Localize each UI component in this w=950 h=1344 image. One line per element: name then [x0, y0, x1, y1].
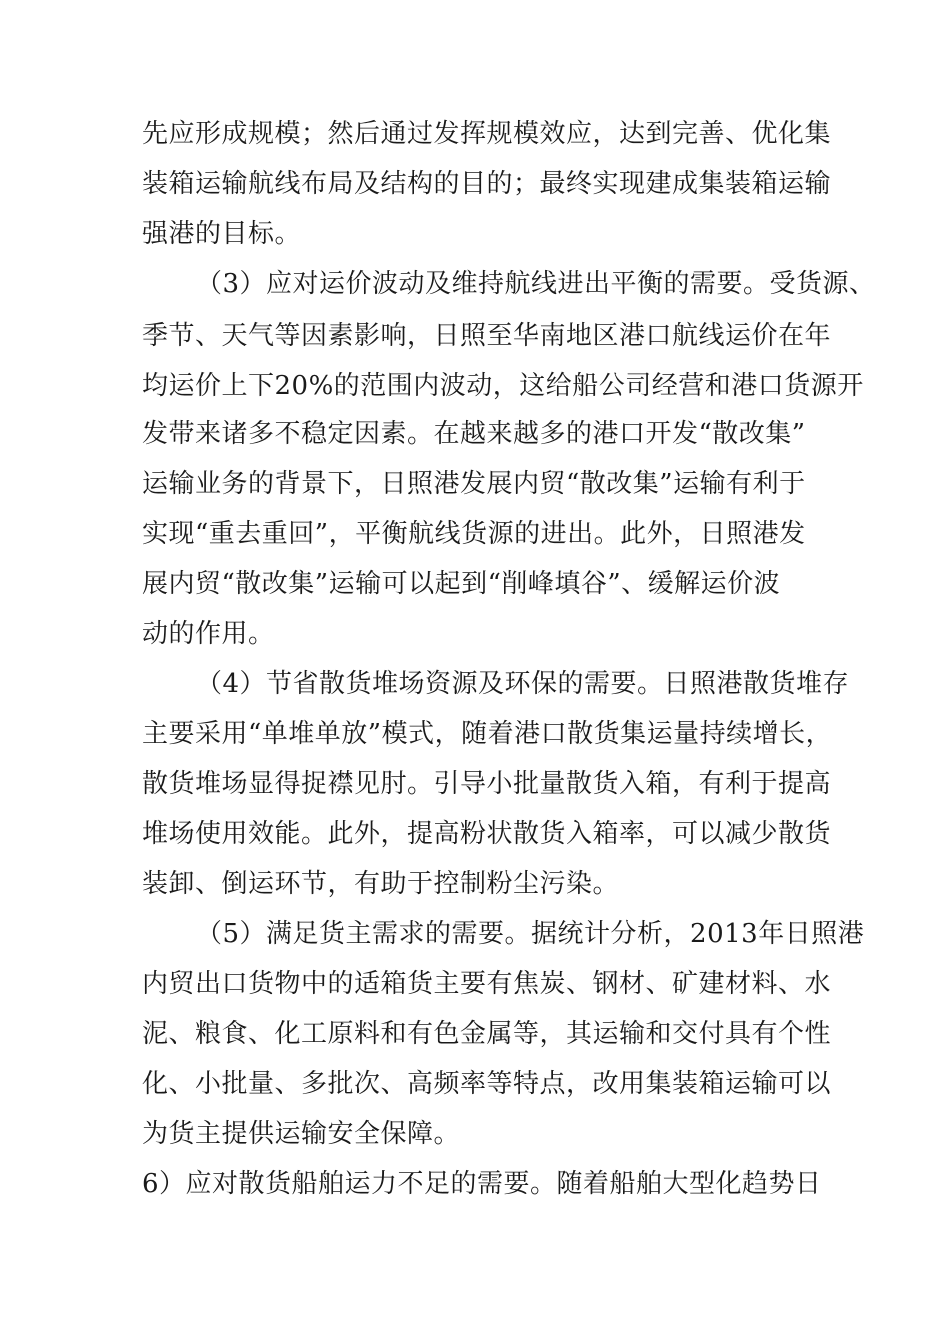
text-line-10: 展内贸“散改集”运输可以起到“削峰填谷”、缓解运价波 — [142, 569, 781, 599]
paragraph-4-heading-line: （4）节省散货堆场资源及环保的需要。日照港散货堆存 — [196, 669, 850, 699]
text-line-5: 季节、天气等因素影响，日照至华南地区港口航线运价在年 — [142, 321, 832, 351]
text-line-6: 均运价上下20%的范围内波动，这给船公司经营和港口货源开 — [142, 371, 864, 401]
text-line-8: 运输业务的背景下，日照港发展内贸“散改集”运输有利于 — [142, 469, 806, 499]
paragraph-6-heading-line: 6）应对散货船舶运力不足的需要。随着船舶大型化趋势日 — [142, 1169, 822, 1199]
text-line-13: 主要采用“单堆单放”模式，随着港口散货集运量持续增长， — [142, 719, 833, 749]
text-line-14: 散货堆场显得捉襟见肘。引导小批量散货入箱，有利于提高 — [142, 769, 832, 799]
text-line-11: 动的作用。 — [142, 619, 275, 649]
text-line-2: 装箱运输航线布局及结构的目的；最终实现建成集装箱运输 — [142, 169, 832, 199]
text-line-15: 堆场使用效能。此外，提高粉状散货入箱率，可以减少散货 — [142, 819, 832, 849]
text-line-19: 泥、粮食、化工原料和有色金属等，其运输和交付具有个性 — [142, 1019, 832, 1049]
text-line-9: 实现“重去重回”，平衡航线货源的进出。此外，日照港发 — [142, 519, 806, 549]
text-line-7: 发带来诸多不稳定因素。在越来越多的港口开发“散改集” — [142, 419, 806, 449]
text-line-3: 强港的目标。 — [142, 219, 302, 249]
text-line-21: 为货主提供运输安全保障。 — [142, 1119, 461, 1149]
paragraph-5-heading-line: （5）满足货主需求的需要。据统计分析，2013年日照港 — [196, 919, 865, 949]
text-line-1: 先应形成规模；然后通过发挥规模效应，达到完善、优化集 — [142, 119, 832, 149]
text-line-20: 化、小批量、多批次、高频率等特点，改用集装箱运输可以 — [142, 1069, 832, 1099]
text-line-16: 装卸、倒运环节，有助于控制粉尘污染。 — [142, 869, 620, 899]
paragraph-3-heading-line: （3）应对运价波动及维持航线进出平衡的需要。受货源、 — [196, 269, 876, 299]
text-line-18: 内贸出口货物中的适箱货主要有焦炭、钢材、矿建材料、水 — [142, 969, 832, 999]
